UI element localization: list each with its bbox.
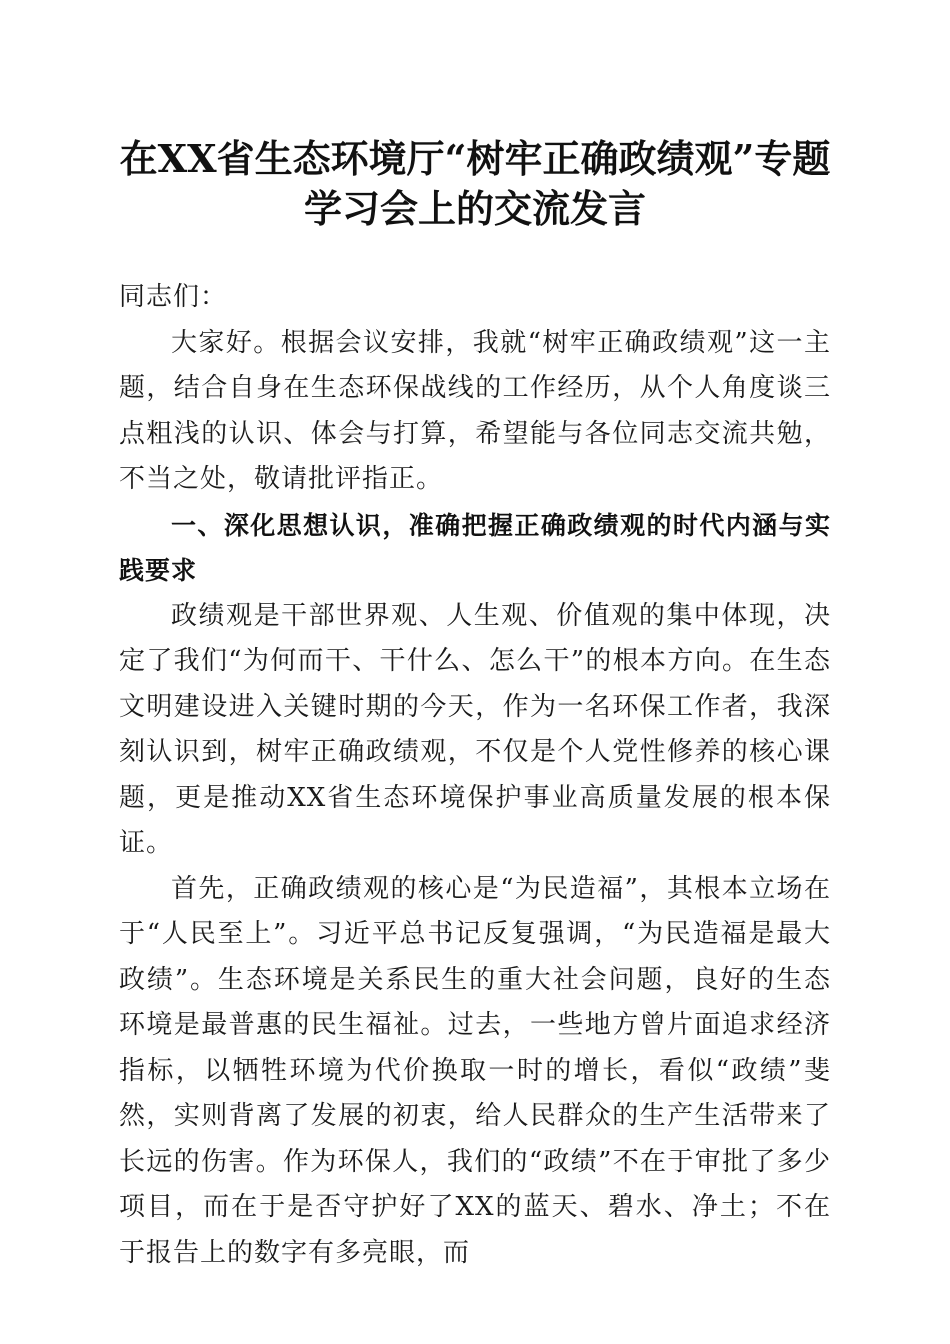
section-heading-1: 一、深化思想认识，准确把握正确政绩观的时代内涵与实践要求 [119, 510, 831, 585]
title-line-1: 在XX省生态环境厅“树牢正确政绩观”专题 [119, 136, 831, 181]
title-line-2: 学习会上的交流发言 [303, 186, 646, 231]
paragraph-body-2: 首先，正确政绩观的核心是“为民造福”，其根本立场在于“人民至上”。习近平总书记反复强调，“为民造福是最大政绩”。生态环境是关系民生的重大社会问题，良好的生态环境是最普惠的民生福祉。过去，一些地方曾片面追求经济指标，以牺牲环境为代价换取一时的增长，看似“政绩”斐然，实则背离了发展的初衷，给人民群众的生产生活带来了长远的伤害。作为环保人，我们的“政绩”不在于审批了多少项目，而在于是否守护好了XX的蓝天、碧水、净土；不在于报告上的数字有多亮眼，而 [119, 873, 831, 1268]
document-title [100, 134, 850, 234]
paragraph-body-1: 政绩观是干部世界观、人生观、价值观的集中体现，决定了我们“为何而干、干什么、怎么干”的根本方向。在生态文明建设进入关键时期的今天，作为一名环保工作者，我深刻认识到，树牢正确政绩观，不仅是个人党性修养的核心课题，更是推动XX省生态环境保护事业高质量发展的根本保证。 [119, 600, 831, 858]
document-body [119, 275, 831, 1276]
salutation: 同志们： [119, 282, 228, 312]
paragraph-intro: 大家好。根据会议安排，我就“树牢正确政绩观”这一主题，结合自身在生态环保战线的工作经历，从个人角度谈三点粗浅的认识、体会与打算，希望能与各位同志交流共勉，不当之处，敬请批评指正。 [119, 327, 831, 494]
